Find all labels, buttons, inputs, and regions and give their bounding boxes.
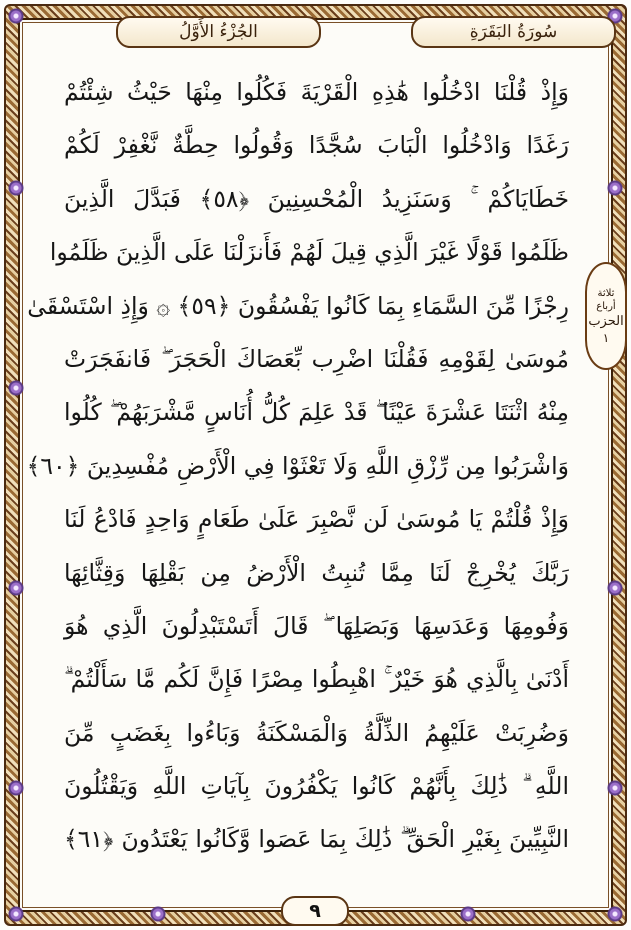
text-line: رِجْزًا مِّنَ السَّمَاءِ بِمَا كَانُوا يَفْسُقُونَ ﴿٥٩﴾ ۞ وَإِذِ اسْتَسْقَىٰ — [27, 291, 569, 320]
text-line: اللَّهِ ۗ ذَٰلِكَ بِأَنَّهُمْ كَانُوا يَكْفُرُونَ بِآيَاتِ اللَّهِ وَيَقْتُلُونَ — [64, 772, 569, 801]
juz-label: الجُزْءُ الأَوَّلُ — [116, 16, 321, 48]
page-header — [26, 10, 605, 50]
text-line: وَاشْرَبُوا مِن رِّزْقِ اللَّهِ وَلَا تَعْثَوْا فِي الْأَرْضِ مُفْسِدِينَ ﴿٦٠﴾ — [26, 451, 569, 480]
flower-ornament-icon — [8, 8, 24, 24]
flower-ornament-icon — [8, 580, 24, 596]
text-line: مِنْهُ اثْنَتَا عَشْرَةَ عَيْنًا ۖ قَدْ عَلِمَ كُلُّ أُنَاسٍ مَّشْرَبَهُمْ ۖ كُلُوا — [64, 398, 569, 427]
text-line: النَّبِيِّينَ بِغَيْرِ الْحَقِّ ۗ ذَٰلِكَ بِمَا عَصَوا وَّكَانُوا يَعْتَدُونَ ﴿٦١﴾ — [64, 825, 569, 854]
text-line: أَدْنَىٰ بِالَّذِي هُوَ خَيْرٌ ۚ اهْبِطُوا مِصْرًا فَإِنَّ لَكُم مَّا سَأَلْتُمْ ۗ — [64, 665, 569, 694]
flower-ornament-icon — [8, 180, 24, 196]
flower-ornament-icon — [8, 780, 24, 796]
hizb-number: ١ — [602, 331, 610, 345]
hizb-quarter-label: ثلاثة أرباع — [596, 288, 616, 312]
flower-ornament-icon — [8, 906, 24, 922]
quran-text — [26, 66, 570, 866]
text-line: رَغَدًا وَادْخُلُوا الْبَابَ سُجَّدًا وَقُولُوا حِطَّةٌ نَّغْفِرْ لَكُمْ — [64, 131, 569, 160]
text-line: وَفُومِهَا وَعَدَسِهَا وَبَصَلِهَا ۖ قَالَ أَتَسْتَبْدِلُونَ الَّذِي هُوَ — [64, 611, 569, 640]
hizb-label: الحزب — [588, 314, 624, 329]
flower-ornament-icon — [150, 906, 166, 922]
text-line: وَإِذْ قُلْنَا ادْخُلُوا هَٰذِهِ الْقَرْيَةَ فَكُلُوا مِنْهَا حَيْثُ شِئْتُمْ — [64, 78, 569, 106]
text-line: مُوسَىٰ لِقَوْمِهِ فَقُلْنَا اضْرِب بِّعَصَاكَ الْحَجَرَ ۖ فَانفَجَرَتْ — [64, 344, 569, 373]
text-line: ظَلَمُوا قَوْلًا غَيْرَ الَّذِي قِيلَ لَهُمْ فَأَنزَلْنَا عَلَى الَّذِينَ ظَلَمُوا — [49, 238, 569, 267]
flower-ornament-icon — [607, 180, 623, 196]
surah-label: سُورَةُ البَقَرَةِ — [411, 16, 616, 48]
flower-ornament-icon — [8, 380, 24, 396]
page-number: ٩ — [281, 896, 349, 926]
flower-ornament-icon — [607, 780, 623, 796]
flower-ornament-icon — [460, 906, 476, 922]
text-line: رَبَّكَ يُخْرِجْ لَنَا مِمَّا تُنبِتُ الْأَرْضُ مِن بَقْلِهَا وَقِثَّائِهَا — [64, 558, 569, 587]
text-line: وَإِذْ قُلْتُمْ يَا مُوسَىٰ لَن نَّصْبِرَ عَلَىٰ طَعَامٍ وَاحِدٍ فَادْعُ لَنَا — [64, 505, 569, 534]
text-line: خَطَايَاكُمْ ۚ وَسَنَزِيدُ الْمُحْسِنِينَ ﴿٥٨﴾ فَبَدَّلَ الَّذِينَ — [64, 184, 570, 213]
flower-ornament-icon — [607, 906, 623, 922]
text-line: وَضُرِبَتْ عَلَيْهِمُ الذِّلَّةُ وَالْمَسْكَنَةُ وَبَاءُوا بِغَضَبٍ مِّنَ — [64, 718, 569, 747]
hizb-marker — [585, 262, 627, 370]
flower-ornament-icon — [607, 580, 623, 596]
